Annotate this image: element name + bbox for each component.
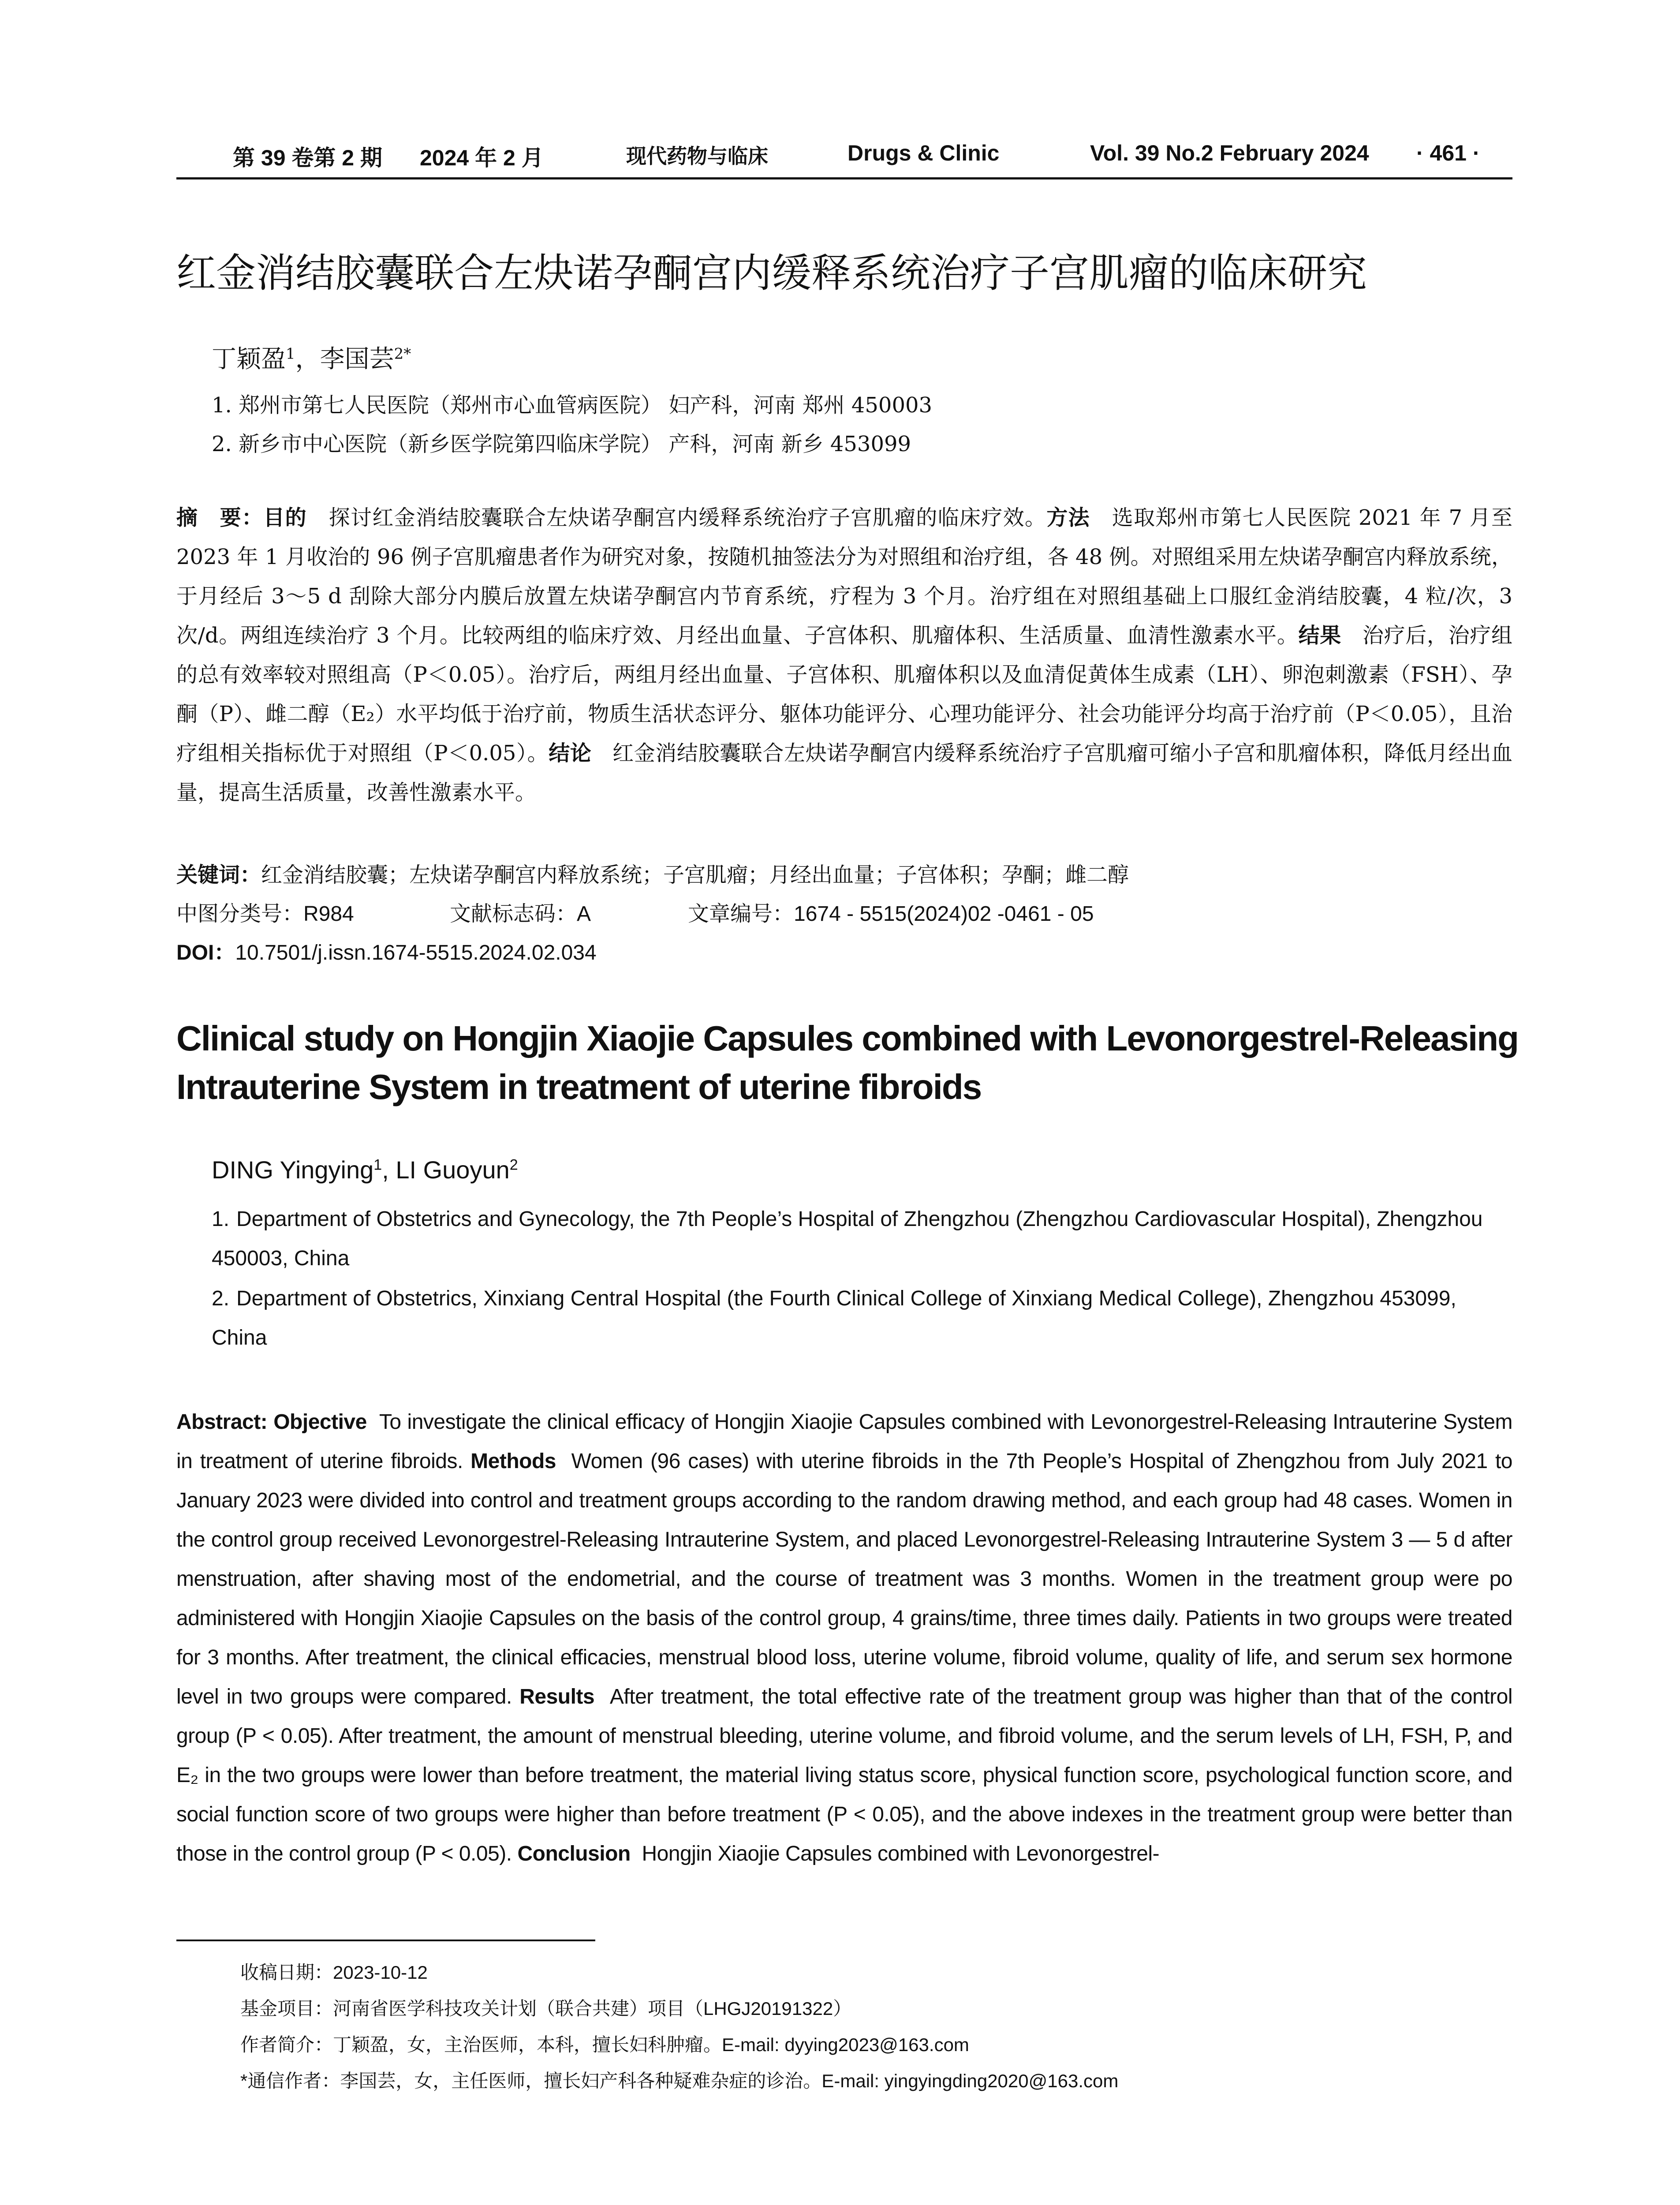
author-sep: ，	[295, 345, 320, 374]
abstract-en	[176, 1402, 1512, 1873]
footnote-corresponding: *通信作者：李国芸，女，主任医师，擅长妇产科各种疑难杂症的诊治。E-mail: yingyingding2020@163.com	[240, 2070, 1119, 2091]
affiliation-en-2	[212, 1279, 1512, 1357]
conclusion-text-en: Hongjin Xiaojie Capsules combined with Levonorgestrel-	[642, 1842, 1160, 1865]
running-header	[176, 140, 1512, 180]
affiliation-en-2-num: 2.	[212, 1287, 230, 1310]
conclusion-label-cn: 结论	[549, 742, 592, 765]
title-cn: 红金消结胶囊联合左炔诺孕酮宫内缓释系统治疗子宫肌瘤的临床研究	[176, 251, 1367, 295]
keywords-text: 红金消结胶囊；左炔诺孕酮宫内释放系统；子宫肌瘤；月经出血量；子宫体积；孕酮；雌二醇	[261, 863, 1129, 887]
objective-text-cn: 探讨红金消结胶囊联合左炔诺孕酮宫内缓释系统治疗子宫肌瘤的临床疗效。	[329, 505, 1047, 530]
authors-en	[212, 1155, 518, 1184]
results-label-cn: 结果	[1298, 624, 1341, 647]
affiliation-en-1-num: 1.	[212, 1207, 230, 1231]
document-code: 文献标志码：A	[450, 902, 591, 926]
issue-en: Vol. 39 No.2 February 2024	[1090, 141, 1369, 165]
conclusion-label-en: Conclusion	[517, 1842, 631, 1865]
page-number: · 461 ·	[1416, 141, 1480, 165]
affiliation-cn-2: 2. 新乡市中心医院（新乡医学院第四临床学院） 产科，河南 新乡 453099	[212, 432, 911, 456]
affiliation-en-2-text: Department of Obstetrics, Xinxiang Central Hospital (the Fourth Clinical College of Xinxiang Medical College), Zhengzhou 453099, China	[212, 1287, 1456, 1349]
results-text-en: After treatment, the total effective rate of the treatment group was higher than that of the control group (P < 0.05). After treatment, the amount of menstrual bleeding, uterine volume, and fibroid volume, and the serum levels of LH, FSH, P, and E₂ in the two groups were lower than before treatment, the material living status score, physical function score, psychological function score, and social function score of two groups were higher than before treatment (P < 0.05), and the above indexes in the treatment group were better than those in the control group (P < 0.05).	[176, 1685, 1512, 1865]
author-sep-en: ,	[382, 1156, 396, 1184]
author-1-sup: 1	[286, 345, 295, 363]
doi-value[interactable]: 10.7501/j.issn.1674-5515.2024.02.034	[235, 941, 597, 964]
footnote-rule	[176, 1940, 595, 1941]
doi-line	[176, 935, 597, 966]
author-2-sup: 2*	[394, 345, 411, 363]
affiliation-en-1	[212, 1200, 1512, 1278]
conclusion-text-cn: 红金消结胶囊联合左炔诺孕酮宫内缓释系统治疗子宫肌瘤可缩小子宫和肌瘤体积，降低月经出血量，提高生活质量，改善性激素水平。	[176, 741, 1512, 805]
clc-number: 中图分类号：R984	[176, 902, 354, 926]
author-1-en: DING Yingying	[212, 1156, 374, 1184]
objective-label-cn: 目的	[263, 506, 307, 530]
authors-cn	[212, 340, 411, 375]
objective-label-en: Objective	[273, 1410, 367, 1434]
author-2-cn: 李国芸	[320, 345, 394, 374]
footnote-fund: 基金项目：河南省医学科技攻关计划（联合共建）项目（LHGJ20191322）	[240, 1998, 852, 2019]
journal-en: Drugs & Clinic	[847, 141, 1000, 165]
author-2-en: LI Guoyun	[396, 1156, 510, 1184]
affiliation-en-1-text: Department of Obstetrics and Gynecology, the 7th People’s Hospital of Zhengzhou (Zhengzhou Cardiovascular Hospital), Zhengzhou 450003, China	[212, 1207, 1483, 1270]
title-en: Clinical study on Hongjin Xiaojie Capsules combined with Levonorgestrel-Releasing Intrauterine System in treatment of uterine fibroids	[176, 1019, 1518, 1106]
keywords-label: 关键词：	[176, 863, 261, 887]
doi-label: DOI：	[176, 941, 235, 964]
date-cn: 2024 年 2 月	[420, 146, 544, 170]
results-label-en: Results	[519, 1685, 595, 1708]
abstract-label-en: Abstract:	[176, 1410, 268, 1434]
keywords-cn	[176, 858, 1129, 888]
author-2-en-sup: 2	[509, 1156, 518, 1174]
author-1-en-sup: 1	[373, 1156, 382, 1174]
abstract-label-cn: 摘 要：	[176, 506, 264, 530]
article-number: 文章编号：1674 - 5515(2024)02 -0461 - 05	[688, 902, 1094, 926]
methods-text-cn: 选取郑州市第七人民医院 2021 年 7 月至 2023 年 1 月收治的 96 例子宫肌瘤患者作为研究对象，按随机抽签法分为对照组和治疗组，各 48 例。对照组采用左炔诺孕酮宫内释放系统，于月经后 3～5 d 刮除大部分内膜后放置左炔诺孕酮宫内节育系统，疗程为 3 个月。治疗组在对照组基础上口服红金消结胶囊，4 粒/次，3 次/d。两组连续治疗 3 个月。比较两组的临床疗效、月经出血量、子宫体积、肌瘤体积、生活质量、血清性激素水平。	[176, 505, 1512, 648]
classification-line	[176, 897, 1094, 927]
methods-label-cn: 方法	[1046, 506, 1090, 530]
affiliation-cn-1: 1. 郑州市第七人民医院（郑州市心血管病医院） 妇产科，河南 郑州 450003	[212, 393, 933, 418]
objective-text-en: To investigate the clinical efficacy of Hongjin Xiaojie Capsules combined with Levonorgestrel-Releasing Intrauterine System in treatment of uterine fibroids.	[176, 1410, 1513, 1473]
methods-label-en: Methods	[470, 1450, 556, 1473]
results-text-cn: 治疗后，治疗组的总有效率较对照组高（P＜0.05）。治疗后，两组月经出血量、子宫体积、肌瘤体积以及血清促黄体生成素（LH）、卵泡刺激素（FSH）、孕酮（P）、雌二醇（E₂）水平均低于治疗前，物质生活状态评分、躯体功能评分、心理功能评分、社会功能评分均高于治疗前（P＜0.05），且治疗组相关指标优于对照组（P＜0.05）。	[176, 623, 1512, 766]
issue-cn: 第 39 卷第 2 期	[233, 146, 382, 170]
header-rule	[176, 177, 1512, 179]
methods-text-en: Women (96 cases) with uterine fibroids in the 7th People’s Hospital of Zhengzhou from July 2021 to January 2023 were divided into control and treatment groups according to the random drawing method, and each group had 48 cases. Women in the control group received Levonorgestrel-Releasing Intrauterine System, and placed Levonorgestrel-Releasing Intrauterine System 3 — 5 d after menstruation, after shaving most of the endometrial, and the course of treatment was 3 months. Women in the treatment group were po administered with Hongjin Xiaojie Capsules on the basis of the control group, 4 grains/time, three times daily. Patients in two groups were treated for 3 months. After treatment, the clinical efficacies, menstrual blood loss, uterine volume, fibroid volume, quality of life, and serum sex hormone level in two groups were compared.	[176, 1450, 1513, 1708]
abstract-cn	[176, 498, 1512, 812]
journal-cn: 现代药物与临床	[626, 144, 768, 168]
author-1-cn: 丁颖盈	[212, 345, 286, 374]
footnote-received: 收稿日期：2023-10-12	[240, 1962, 428, 1983]
footnote-author: 作者简介：丁颖盈，女，主治医师，本科，擅长妇科肿瘤。E-mail: dyying2023@163.com	[240, 2034, 969, 2055]
